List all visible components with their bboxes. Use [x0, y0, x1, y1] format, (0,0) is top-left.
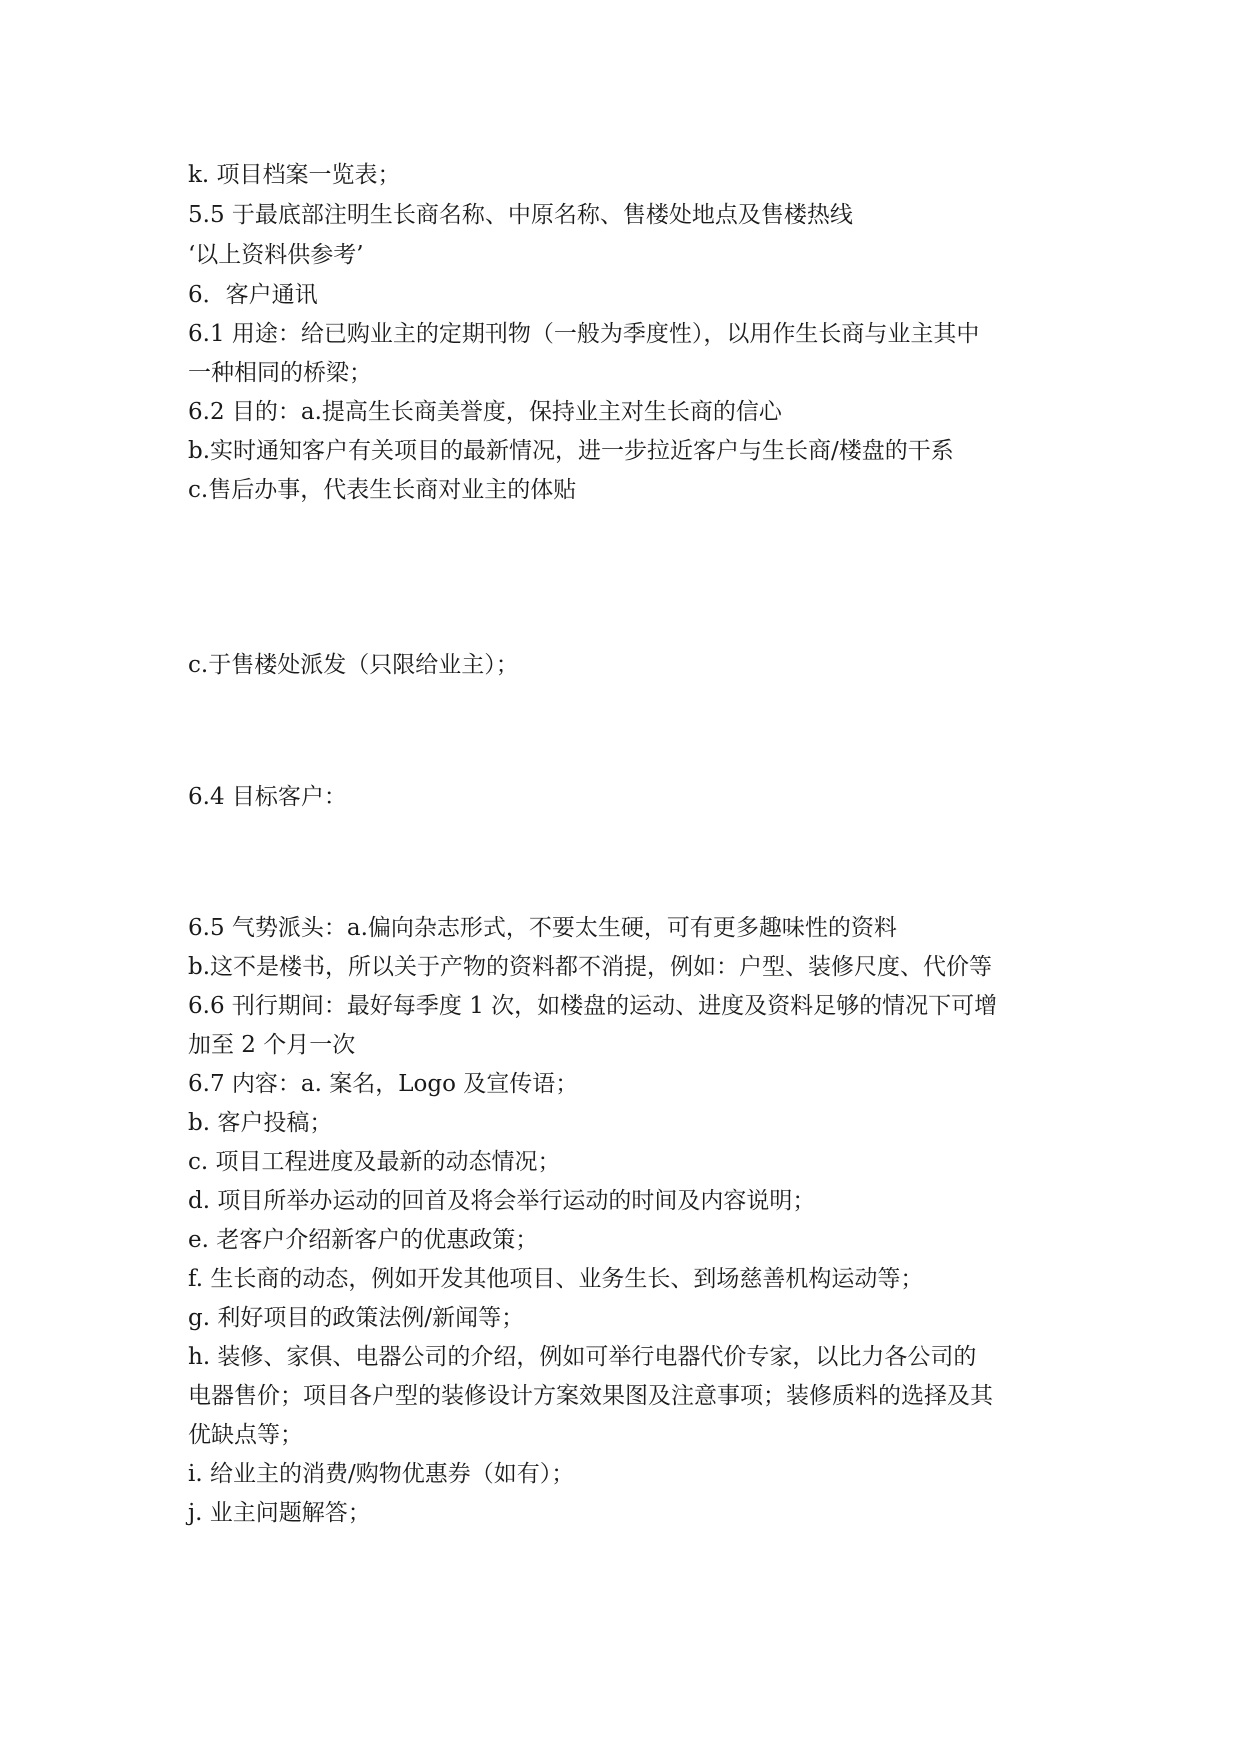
text-line: k. 项目档案一览表；	[188, 162, 401, 188]
text-line: 一种相同的桥梁；	[188, 360, 372, 386]
text-line: c.于售楼处派发（只限给业主）；	[188, 652, 519, 678]
text-line: 优缺点等；	[188, 1422, 303, 1448]
text-line: d. 项目所举办运动的回首及将会举行运动的时间及内容说明；	[188, 1188, 816, 1214]
text-line: i. 给业主的消费/购物优惠券（如有）；	[188, 1461, 575, 1487]
text-line: 加至 2 个月一次	[188, 1032, 356, 1058]
text-line: 6.7 内容：a. 案名，Logo 及宣传语；	[188, 1071, 579, 1097]
text-line: b. 客户投稿；	[188, 1110, 333, 1136]
text-line: b.实时通知客户有关项目的最新情况，进一步拉近客户与生长商/楼盘的干系	[188, 438, 954, 464]
text-line: 6.1 用途：给已购业主的定期刊物（一般为季度性），以用作生长商与业主其中	[188, 321, 980, 347]
text-line: 5.5 于最底部注明生长商名称、中原名称、售楼处地点及售楼热线	[188, 202, 853, 228]
text-line: b.这不是楼书，所以关于产物的资料都不消提，例如：户型、装修尺度、代价等	[188, 954, 993, 980]
text-line: g. 利好项目的政策法例/新闻等；	[188, 1305, 525, 1331]
text-line: 电器售价；项目各户型的装修设计方案效果图及注意事项；装修质料的选择及其	[188, 1383, 993, 1409]
text-line: 6.4 目标客户：	[188, 784, 347, 810]
text-line: ‘以上资料供参考’	[188, 242, 364, 268]
text-line: h. 装修、家俱、电器公司的介绍，例如可举行电器代价专家，以比力各公司的	[188, 1344, 977, 1370]
text-line: j. 业主问题解答；	[188, 1500, 371, 1526]
text-line: f. 生长商的动态，例如开发其他项目、业务生长、到场慈善机构运动等；	[188, 1266, 924, 1292]
text-line: 6.5 气势派头：a.偏向杂志形式，不要太生硬，可有更多趣味性的资料	[188, 915, 897, 941]
text-line: e. 老客户介绍新客户的优惠政策；	[188, 1227, 539, 1253]
text-line: c.售后办事，代表生长商对业主的体贴	[188, 477, 577, 503]
text-line: c. 项目工程进度及最新的动态情况；	[188, 1149, 561, 1175]
text-line: 6.2 目的：a.提高生长商美誉度，保持业主对生长商的信心	[188, 399, 782, 425]
section-heading: 6．客户通讯	[188, 282, 318, 308]
text-line: 6.6 刊行期间：最好每季度 1 次，如楼盘的运动、进度及资料足够的情况下可增	[188, 993, 998, 1019]
